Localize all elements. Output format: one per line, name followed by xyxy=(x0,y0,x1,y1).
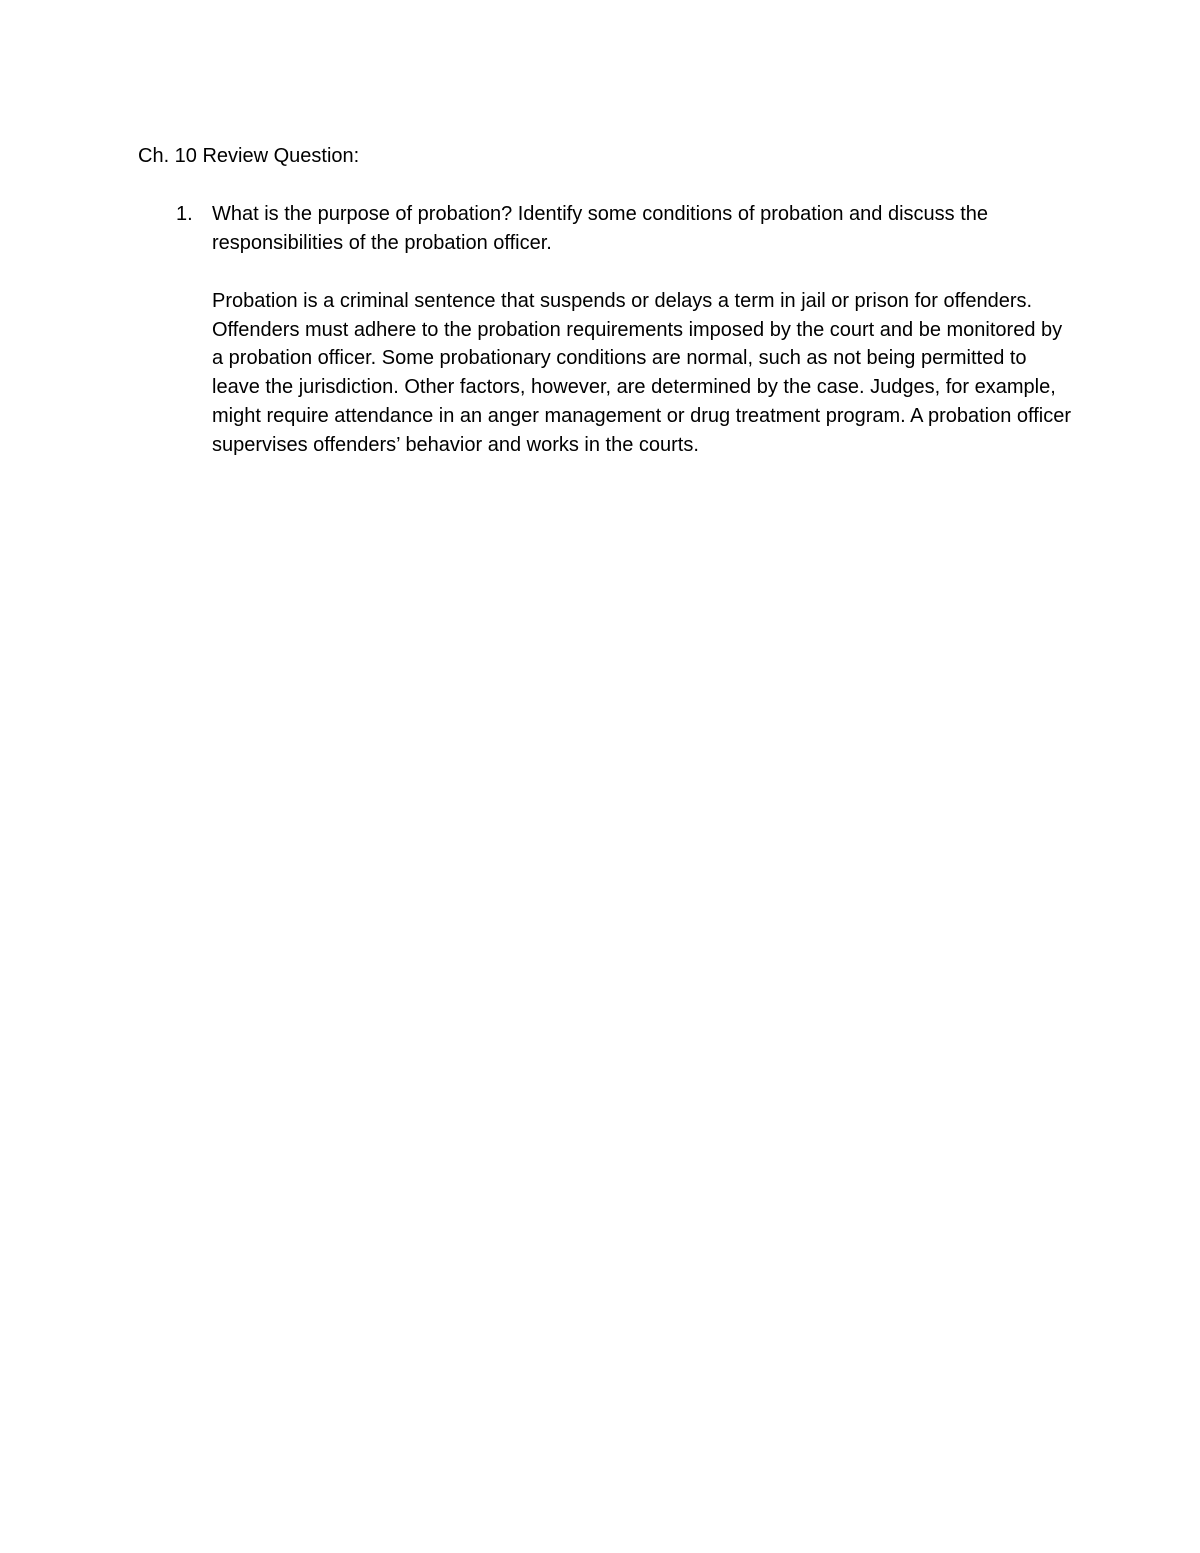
document-heading: Ch. 10 Review Question: xyxy=(138,145,360,167)
question-number: 1. xyxy=(176,203,193,225)
answer-text: Probation is a criminal sentence that suspends or delays a term in jail or prison for offenders. Offenders must adhere to the probation requirements imposed by the court and be monitored by a probation officer. Some probationary conditions are normal, such as not being permitted to leave the jurisdiction. Other factors, however, are determined by the case. Judges, for example, might require attendance in an anger management or drug treatment program. A probation officer supervises offenders’ behavior and works in the courts. xyxy=(212,290,1072,456)
question-item xyxy=(138,200,1078,459)
question-text: What is the purpose of probation? Identify some conditions of probation and discuss the responsibilities of the probation officer. xyxy=(212,203,989,254)
question-list xyxy=(138,200,1078,459)
